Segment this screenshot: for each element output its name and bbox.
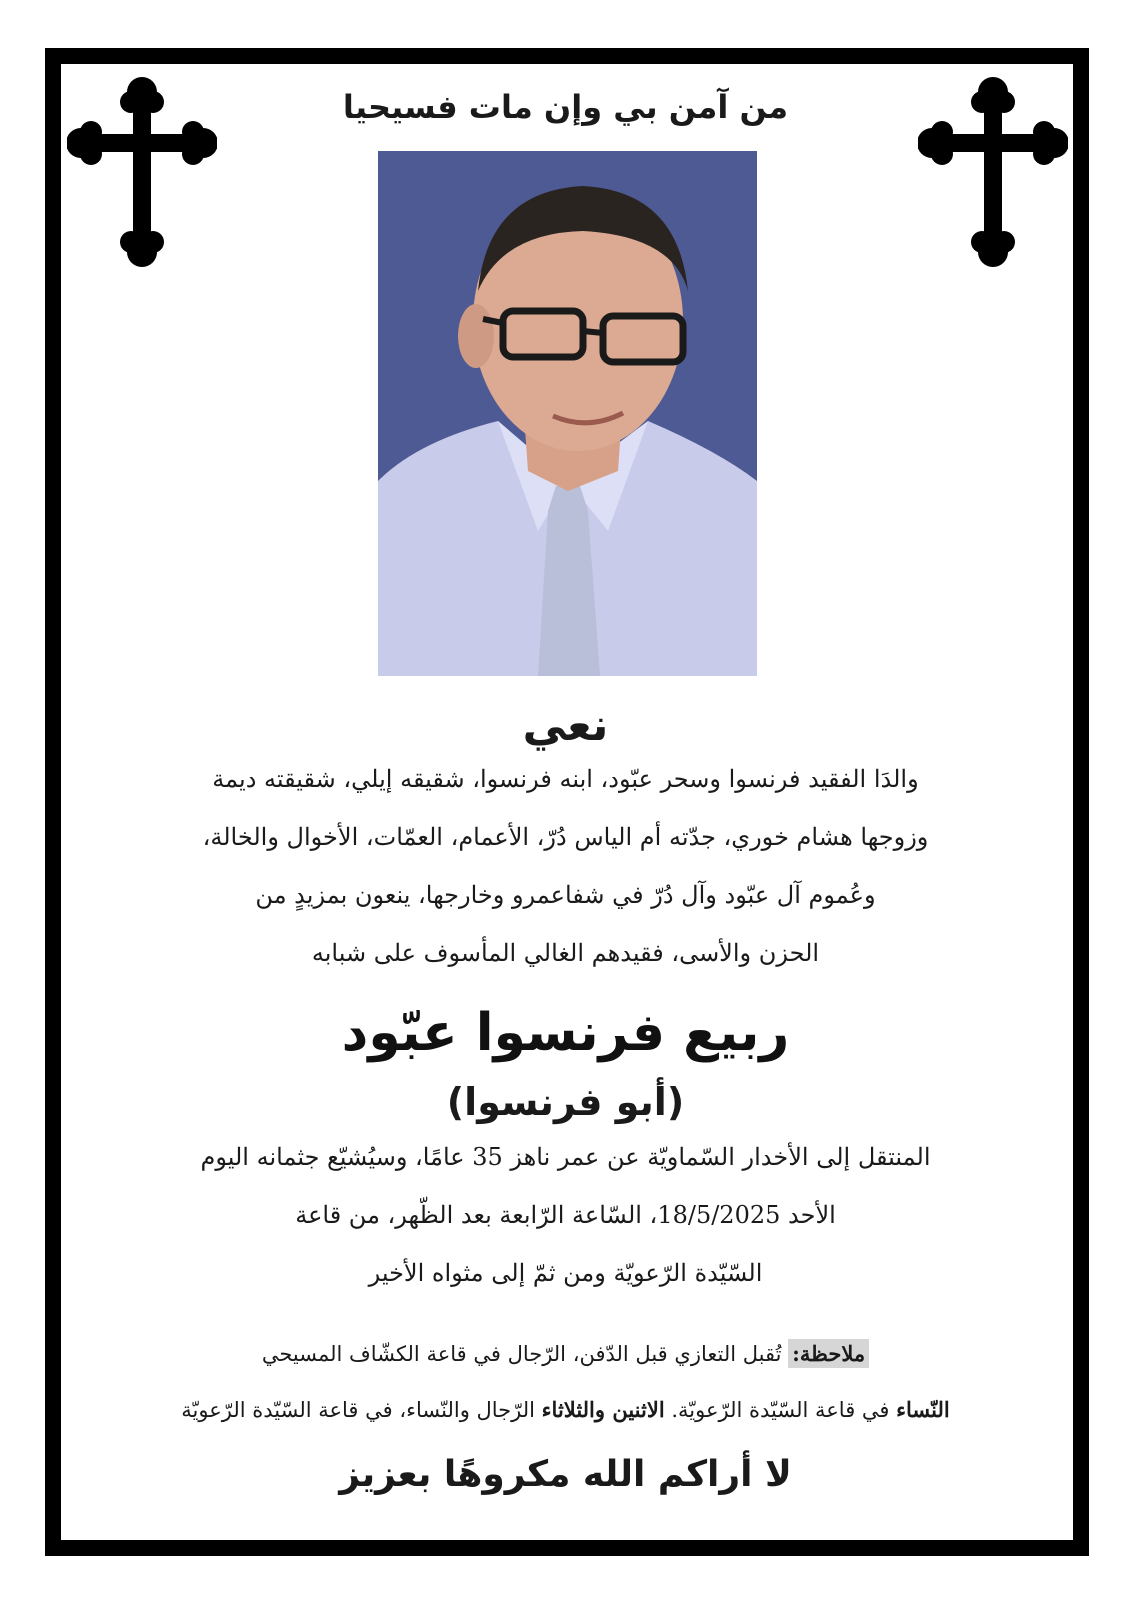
note-rest: الرّجال والنّساء، في قاعة السّيّدة الرّعويّة [181,1398,535,1422]
deceased-nickname: (أبو فرنسوا) [446,1080,685,1124]
deceased-name: ربيع فرنسوا عبّود [341,1003,790,1063]
portrait-photo-icon [378,151,757,676]
obituary-heading: نعي [522,700,609,751]
announcement-line: الحزن والأسى، فقيدهم الغالي المأسوف على شبابه [311,939,820,967]
funeral-line: المنتقل إلى الأخدار السّماويّة عن عمر ناهز 35 عامًا، وسيُشيّع جثمانه اليوم [200,1143,931,1171]
note-line: تُقبل التعازي قبل الدّفن، الرّجال في قاعة الكشّاف المسيحي [261,1342,782,1366]
announcement-line: وزوجها هشام خوري، جدّته أم الياس دُرّ، الأعمام، العمّات، الأخوال والخالة، [202,823,929,851]
scripture-verse: من آمن بي وإن مات فسيحيا [342,88,789,126]
closing-phrase: لا أراكم الله مكروهًا بعزيز [339,1454,792,1495]
funeral-line: الأحد 18/5/2025، السّاعة الرّابعة بعد الظّهر، من قاعة [295,1201,836,1229]
announcement-line: والدَا الفقيد فرنسوا وسحر عبّود، ابنه فرنسوا، شقيقه إيلي، شقيقته ديمة [212,765,919,793]
announcement-line: وعُموم آل عبّود وآل دُرّ في شفاعمرو وخارجها، ينعون بمزيدٍ من [255,881,876,909]
announcement-paragraph [130,750,1001,982]
funeral-details [130,1128,1001,1302]
note-women-place: في قاعة السّيّدة الرّعويّة. [671,1398,890,1422]
condolence-note [120,1326,1011,1438]
note-label: ملاحظة: [788,1339,869,1368]
funeral-line: السّيّدة الرّعويّة ومن ثمّ إلى مثواه الأخير [368,1259,763,1287]
note-days: الاثنين والثلاثاء [541,1397,665,1422]
note-women: النّساء [896,1397,950,1422]
